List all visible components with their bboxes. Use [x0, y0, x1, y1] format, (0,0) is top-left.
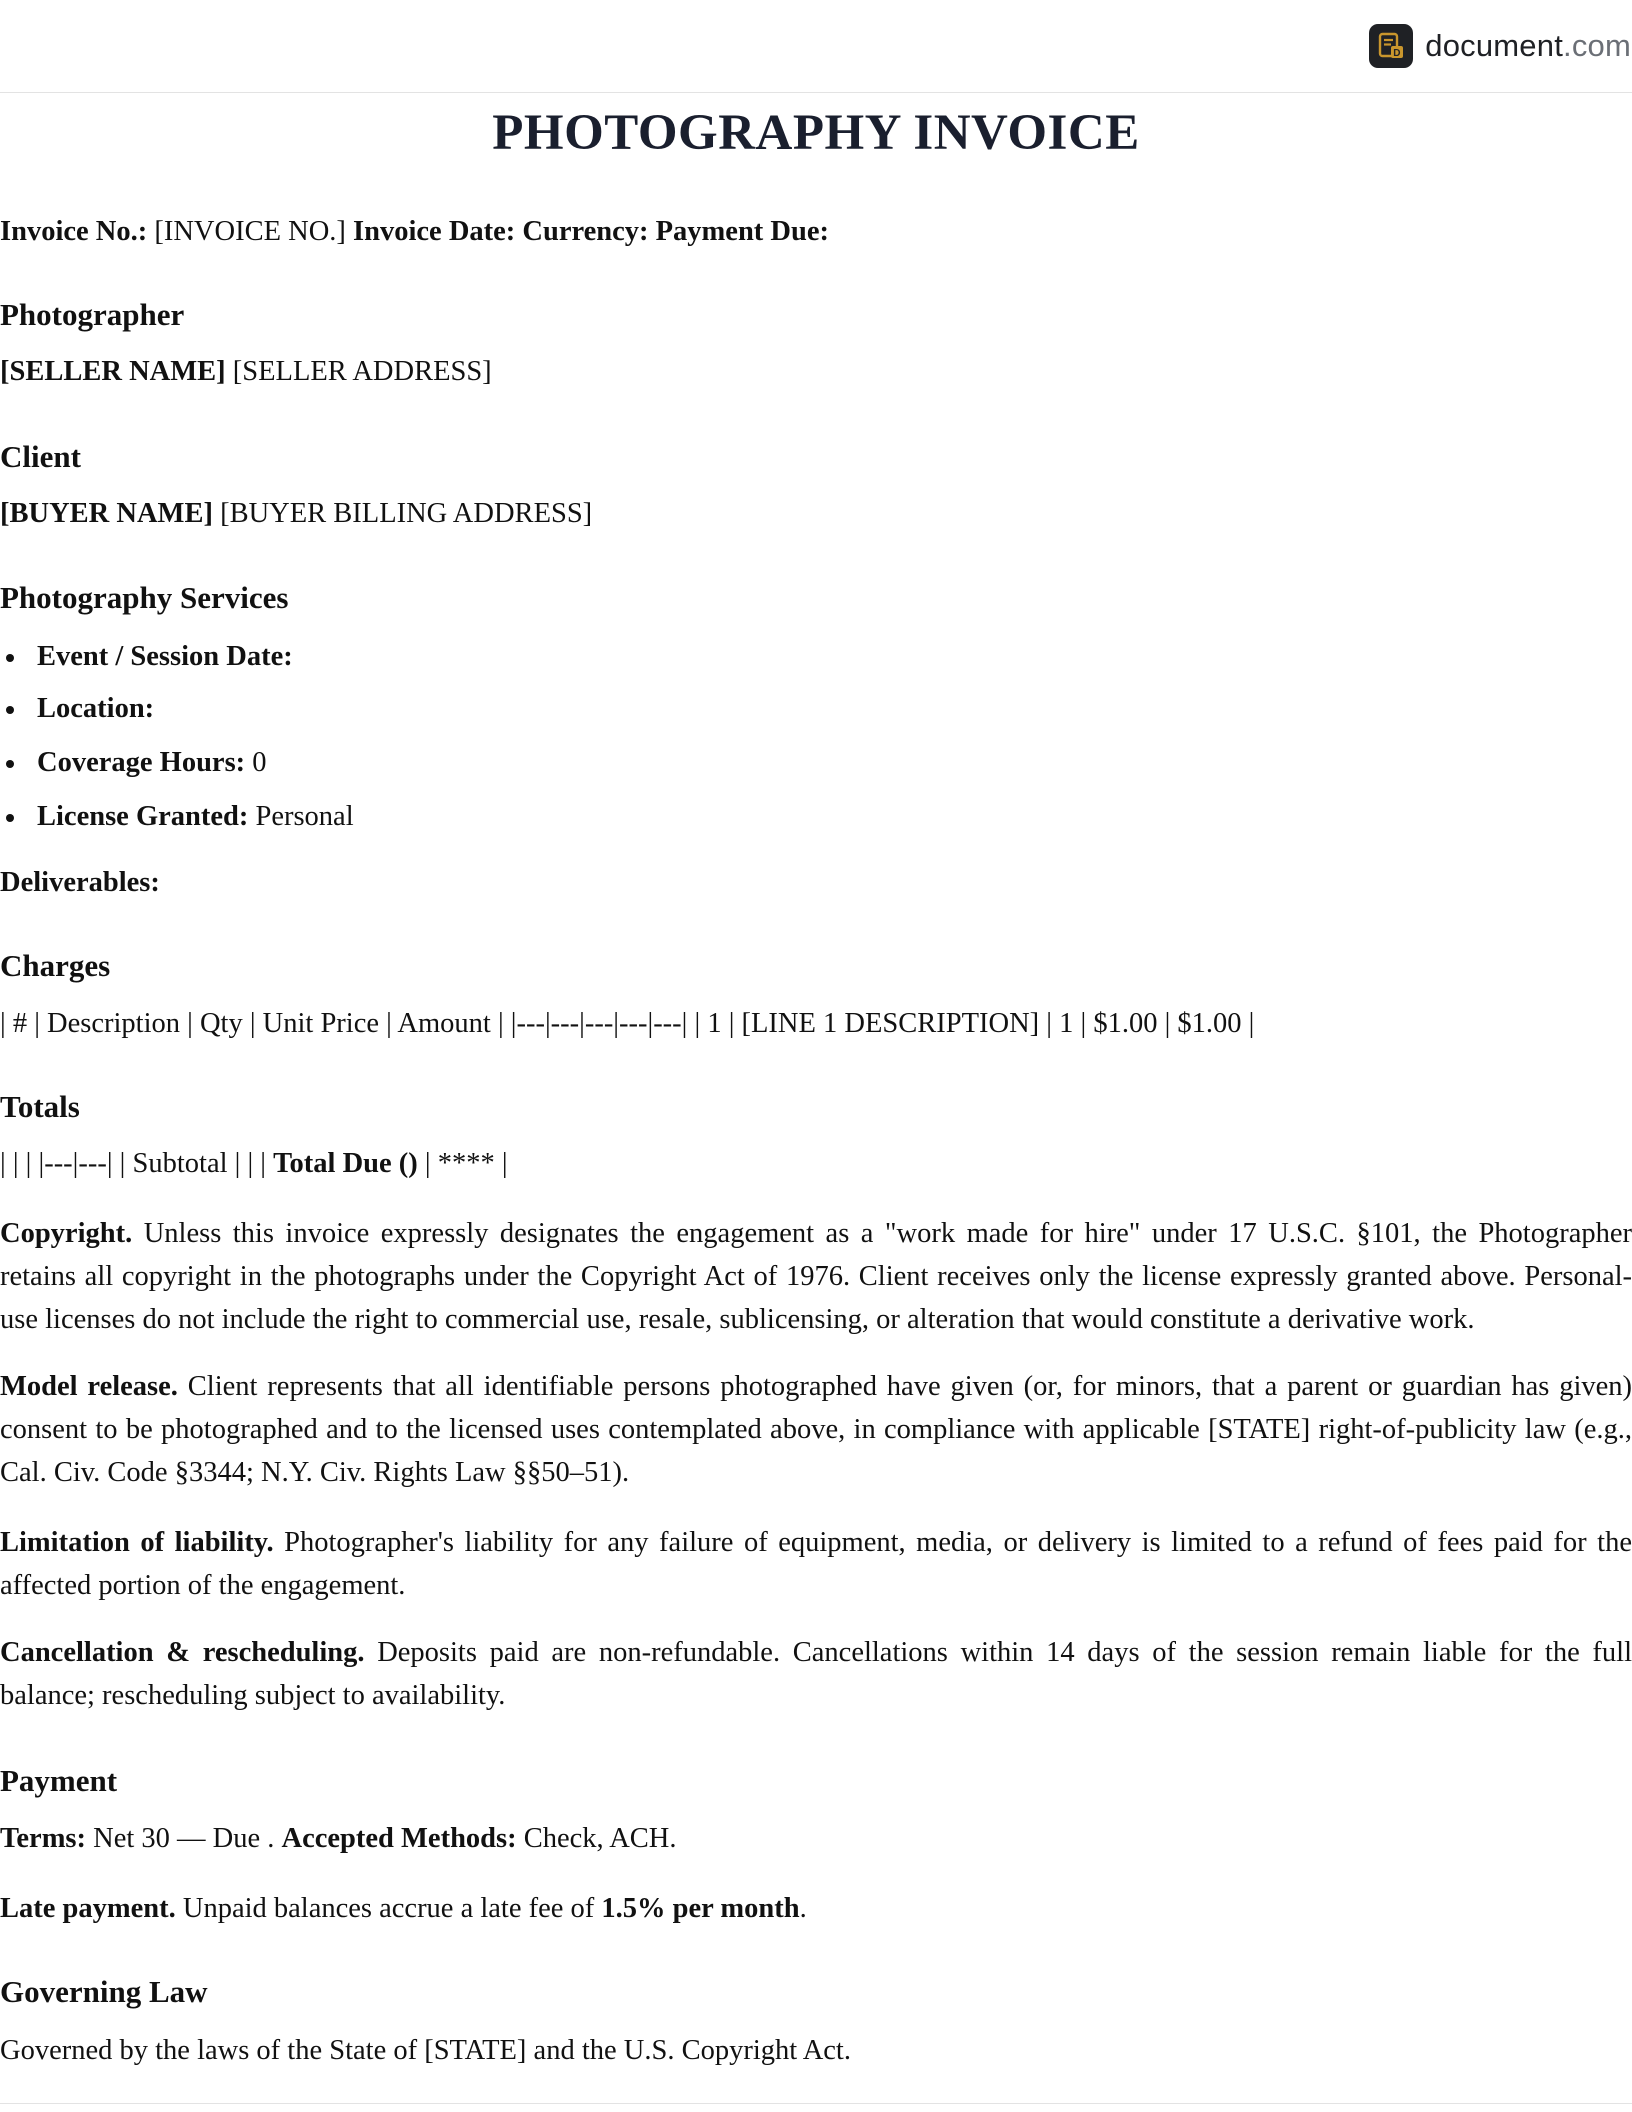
- clause-label: Cancellation & rescheduling.: [0, 1637, 365, 1668]
- client-info: [0, 492, 1632, 535]
- bullet-icon: [6, 654, 14, 662]
- services-heading: Photography Services: [0, 580, 289, 615]
- clause-label: Model release.: [0, 1371, 178, 1402]
- service-label: Location:: [37, 693, 155, 724]
- clause-text: Client represents that all identifiable persons photographed have given (or, for minors, that a parent or guardian has given) consent to be photographed and to the licensed uses contemplated above, in compliance with applicable [STATE] right-of-publicity law (e.g., Cal. Civ. Code §3344; N.Y. Civ. Rights Law §§50–51).: [0, 1371, 1632, 1488]
- totals-suffix: | **** |: [424, 1148, 508, 1179]
- late-end: .: [799, 1893, 807, 1924]
- methods-value: Check, ACH.: [523, 1823, 677, 1854]
- payment-due-label: Payment Due:: [655, 216, 829, 247]
- brand-logo[interactable]: [1369, 24, 1631, 68]
- model-release-clause: [0, 1365, 1632, 1494]
- late-text: Unpaid balances accrue a late fee of: [182, 1893, 595, 1924]
- bullet-icon: [6, 706, 14, 714]
- governing-law-text: Governed by the laws of the State of [STATE] and the U.S. Copyright Act.: [0, 2035, 851, 2066]
- service-value: 0: [252, 747, 267, 778]
- seller-name: [SELLER NAME]: [0, 356, 226, 387]
- late-label: Late payment.: [0, 1893, 176, 1924]
- clause-text: Photographer's liability for any failure of equipment, media, or delivery is limited to a refund of fees paid for the affected portion of the engagement.: [0, 1527, 1632, 1601]
- currency-label: Currency:: [522, 216, 649, 247]
- deliverables-label: Deliverables:: [0, 867, 160, 898]
- invoice-no-value: [INVOICE NO.]: [154, 216, 346, 247]
- cancellation-clause: [0, 1631, 1632, 1717]
- charges-heading: Charges: [0, 948, 111, 983]
- terms-value: Net 30 — Due .: [93, 1823, 275, 1854]
- clause-text: Deposits paid are non-refundable. Cancellations within 14 days of the session remain liable for the full balance; rescheduling subject to availability.: [0, 1637, 1632, 1711]
- seller-address: [SELLER ADDRESS]: [232, 356, 492, 387]
- invoice-date-label: Invoice Date:: [353, 216, 516, 247]
- service-label: Coverage Hours:: [37, 747, 246, 778]
- bullet-icon: [6, 760, 14, 768]
- photographer-heading: Photographer: [0, 297, 185, 332]
- brand-tld: .com: [1563, 28, 1631, 63]
- totals-prefix: | | | |---|---| | Subtotal | | |: [0, 1148, 267, 1179]
- clause-label: Copyright.: [0, 1218, 133, 1249]
- invoice-no-label: Invoice No.:: [0, 216, 148, 247]
- total-due-label: Total Due (): [273, 1148, 418, 1179]
- invoice-meta: [0, 210, 1632, 253]
- bullet-icon: [6, 814, 14, 822]
- totals-table-raw: [0, 1142, 1632, 1185]
- buyer-name: [BUYER NAME]: [0, 498, 213, 529]
- buyer-address: [BUYER BILLING ADDRESS]: [220, 498, 593, 529]
- deliverables: [0, 861, 1632, 904]
- totals-heading: Totals: [0, 1089, 80, 1124]
- brand-name: document: [1425, 28, 1564, 63]
- terms-label: Terms:: [0, 1823, 87, 1854]
- late-payment: [0, 1887, 1632, 1930]
- charges-table-raw: | # | Description | Qty | Unit Price | Amount | |---|---|---|---|---| | 1 | [LINE 1 DESCRIPTION] | 1 | $1.00 | $1.00 |: [0, 1008, 1255, 1039]
- document-logo-icon: [1369, 24, 1413, 68]
- copyright-clause: [0, 1212, 1632, 1341]
- client-heading: Client: [0, 439, 81, 474]
- service-value: Personal: [255, 801, 354, 832]
- service-label: License Granted:: [37, 801, 249, 832]
- photographer-info: [0, 350, 1632, 393]
- clause-label: Limitation of liability.: [0, 1527, 274, 1558]
- clause-text: Unless this invoice expressly designates the engagement as a "work made for hire" under 17 U.S.C. §101, the Photographer retains all copyright in the photographs under the Copyright Act of 1976. Client receives only the license expressly granted above. Personal-use licenses do not include the right to commercial use, resale, sublicensing, or alteration that would constitute a derivative work.: [0, 1218, 1632, 1335]
- page-title: PHOTOGRAPHY INVOICE: [492, 105, 1140, 161]
- payment-terms: [0, 1817, 1632, 1860]
- svg-text:D: D: [1393, 48, 1401, 59]
- payment-heading: Payment: [0, 1763, 118, 1798]
- governing-law-heading: Governing Law: [0, 1974, 208, 2009]
- methods-label: Accepted Methods:: [281, 1823, 517, 1854]
- late-rate: 1.5% per month: [601, 1893, 800, 1924]
- limitation-clause: [0, 1521, 1632, 1607]
- service-label: Event / Session Date:: [37, 641, 293, 672]
- top-bar: [0, 0, 1632, 93]
- bottom-divider: [0, 2103, 1632, 2104]
